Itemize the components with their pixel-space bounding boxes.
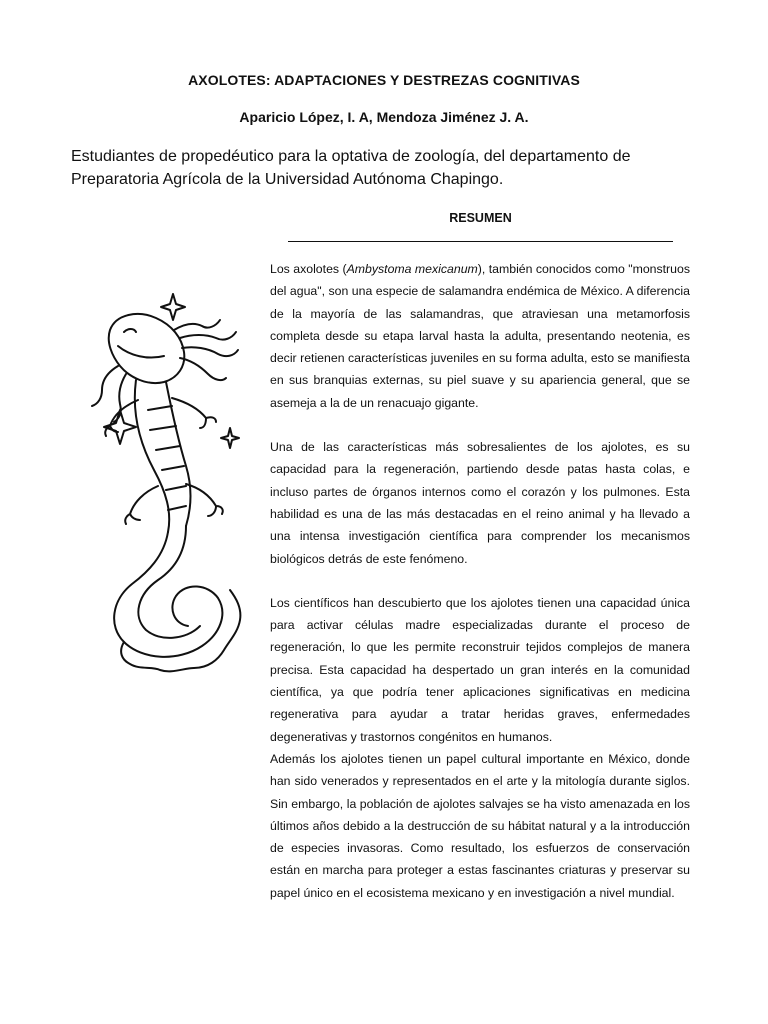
document-title: AXOLOTES: ADAPTACIONES Y DESTREZAS COGNITIVAS [188,72,580,88]
document-affiliation: Estudiantes de propedéutico para la optativa de zoología, del departamento de Preparatoria Agrícola de la Universidad Autónoma Chapingo. [71,148,631,188]
abstract-paragraph-2: Una de las características más sobresalientes de los ajolotes, es su capacidad para la regeneración, partiendo desde patas hasta colas, e incluso partes de órganos internos como el corazón y los pulmones. Esta habilidad es una de las más destacadas en el reino animal y ha llevado a una intensa investigación científica para comprender los mecanismos biológicos detrás de este fenómeno. [270,440,690,566]
section-heading-resumen: RESUMEN [449,211,512,225]
abstract-body [270,258,690,904]
heading-underline-divider [288,241,673,242]
document-authors: Aparicio López, I. A, Mendoza Jiménez J. A. [239,109,529,125]
axolotl-line-drawing-icon [68,280,268,675]
abstract-paragraph-1 [270,258,690,414]
abstract-p1-after: ), también conocidos como "monstruos del agua", son una especie de salamandra endémica de México. A diferencia de la mayoría de las salamandras, que atraviesan una metamorfosis completa desde su etapa larval hasta la adulta, presentando neotenia, es decir retienen características juveniles en su forma adulta, esto se manifiesta en sus branquias externas, su piel suave y su apariencia general, que se asemeja a la de un renacuajo gigante. [270,262,690,410]
species-scientific-name: Ambystoma mexicanum [346,262,478,276]
abstract-paragraph-3: Los científicos han descubierto que los ajolotes tienen una capacidad única para activar células madre especializadas durante el proceso de regeneración, lo que les permite reconstruir tejidos complejos de manera precisa. Esta capacidad ha despertado un gran interés en la comunidad científica, ya que podría tener aplicaciones significativas en medicina regenerativa para ayudar a tratar heridas graves, enfermedades degenerativas y trastornos congénitos en humanos. [270,595,690,744]
abstract-paragraph-4: Además los ajolotes tienen un papel cultural importante en México, donde han sido venerados y representados en el arte y la mitología durante siglos. Sin embargo, la población de ajolotes salvajes se ha visto amenazada en los últimos años debido a la destrucción de su hábitat natural y a la introducción de especies invasoras. Como resultado, los esfuerzos de conservación están en marcha para proteger a estas fascinantes criaturas y preservar su papel único en el ecosistema mexicano y en investigación a nivel mundial. [270,751,690,900]
abstract-p1-before: Los axolotes ( [270,262,347,276]
